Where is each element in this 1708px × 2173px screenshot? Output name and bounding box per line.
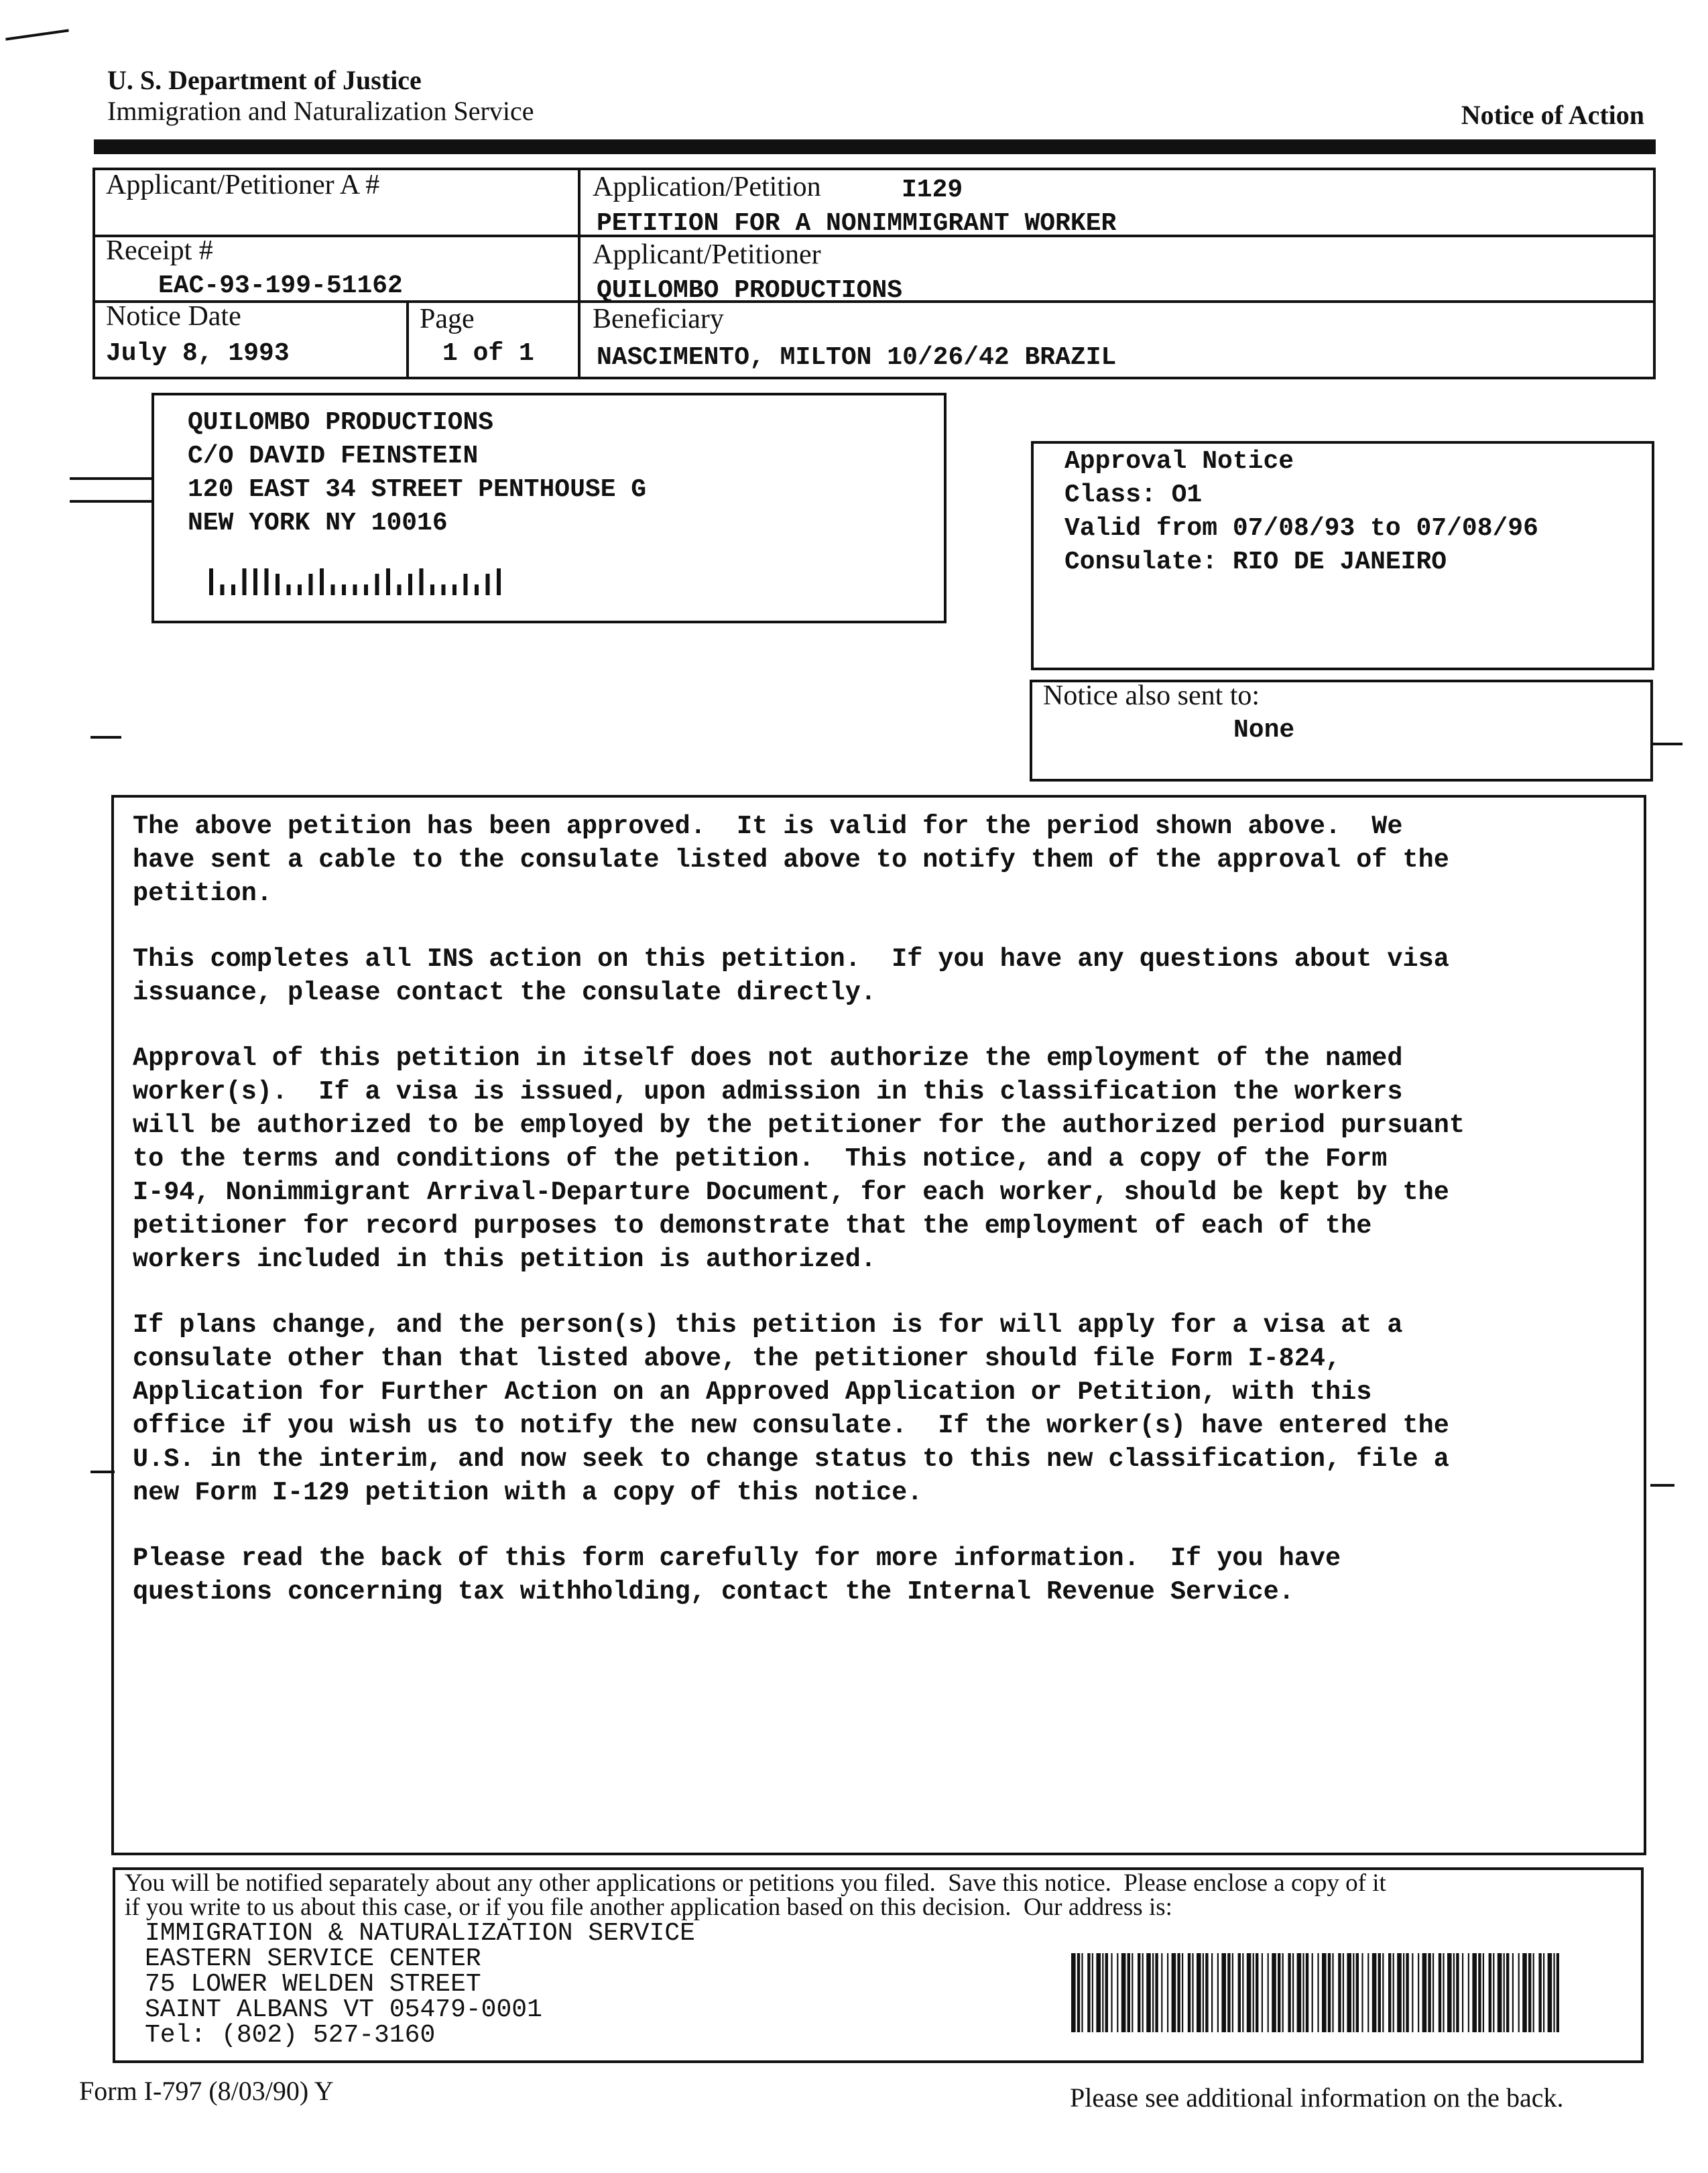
barcode-bar [1117,1953,1118,2032]
barcode-bar [1172,1953,1176,2032]
barcode-bar [1268,1953,1269,2032]
barcode-bar [1372,1953,1377,2032]
barcode-bar [1262,1953,1263,2032]
barcode-bar [1132,1953,1133,2032]
footer-notice-line1: You will be notified separately about any other applications or petitions you filed. Save this notice. Please enclose a copy of it [125,1869,1386,1897]
notice-title: Notice of Action [1461,100,1644,130]
barcode-bar [1412,1953,1413,2032]
paragraph-approval: The above petition has been approved. It is valid for the period shown above. We have sent a cable to the consulate listed above to notify them of the approval of the petition. [133,812,1449,908]
postal-bar [253,568,257,595]
barcode-bar [1343,1953,1344,2032]
service-address-line: EASTERN SERVICE CENTER [145,1944,481,1973]
barcode-bar [1247,1953,1252,2032]
barcode-bar [1203,1953,1204,2032]
barcode-bar [1347,1953,1351,2032]
postal-bar [331,584,335,595]
barcode-bar [1322,1953,1327,2032]
barcode-bar [1443,1953,1444,2032]
mailing-address [188,406,646,540]
barcode-bar [1356,1953,1359,2032]
postal-bar [298,584,302,595]
barcode-bar [1422,1953,1427,2032]
barcode-bar [1498,1953,1502,2032]
postal-barcode [206,567,522,597]
barcode-bar [1182,1953,1183,2032]
postal-bar [430,584,434,595]
barcode-bar [1406,1953,1408,2032]
approval-validity: Valid from 07/08/93 to 07/08/96 [1064,514,1538,543]
barcode-bar [1483,1953,1484,2032]
barcode-bar [1127,1953,1130,2032]
barcode-bar [1557,1953,1559,2032]
barcode-bar [1388,1953,1391,2032]
postal-bar [231,584,235,595]
paragraph-plan-change: If plans change, and the person(s) this petition is for will apply for a visa at a consulate other than that listed above, the petitioner should file Form I-824, Application for Further Action on an Approved Application or Petition, with this office if you wish us to notify the new consulate. If the worker(s) have entered the U.S. in the interim, and now seek to change status to this new classification, file a new Form I-129 petition with a copy of this notice. [133,1310,1449,1507]
barcode-bar [1092,1953,1093,2032]
barcode-bar [1221,1953,1226,2032]
margin-tick [90,736,121,739]
barcode-bar [1522,1953,1527,2032]
barcode-bar [1456,1953,1459,2032]
postal-bar [309,574,313,595]
barcode-bar [1302,1953,1304,2032]
agency-name: U. S. Department of Justice [107,65,422,95]
receipt-number: EAC-93-199-51162 [158,271,403,300]
page-label: Page [420,304,475,334]
a-number-label: Applicant/Petitioner A # [106,170,380,200]
postal-bar [452,584,456,595]
postal-bar [364,584,368,595]
postal-bar [342,584,346,595]
barcode-bar [1152,1953,1154,2032]
barcode-bar [1504,1953,1505,2032]
paragraph-read-back: Please read the back of this form carefully for more information. If you have questions concerning tax withholding, contact the Internal Revenue Service. [133,1544,1341,1607]
postal-bar [398,584,402,595]
barcode-bar [1439,1953,1441,2032]
service-address-line: Tel: (802) 527-3160 [145,2021,436,2050]
postal-bar [375,574,379,595]
applicant-name: QUILOMBO PRODUCTIONS [597,276,903,305]
barcode-bar [1238,1953,1241,2032]
barcode-bar [1192,1953,1193,2032]
postal-bar [221,584,225,595]
barcode-bar [1328,1953,1331,2032]
postal-bar [243,568,247,595]
beneficiary: NASCIMENTO, MILTON 10/26/42 BRAZIL [597,343,1117,372]
postal-bar [442,584,446,595]
barcode-bar [1292,1953,1294,2032]
message-body [133,810,1465,1609]
address-line: NEW YORK NY 10016 [188,509,448,538]
service-address-line: IMMIGRATION & NATURALIZATION SERVICE [145,1919,695,1948]
application-code: I129 [902,176,963,204]
barcode-bar [1478,1953,1481,2032]
barcode-bar [1538,1953,1541,2032]
barcode-bar [1428,1953,1430,2032]
approval-title: Approval Notice [1064,447,1294,476]
barcode-bar [1282,1953,1284,2032]
barcode-bar [1077,1953,1080,2032]
barcode-bar [1548,1953,1552,2032]
barcode-bar [1096,1953,1101,2032]
barcode-bar [1288,1953,1290,2032]
receipt-label: Receipt # [106,235,213,266]
barcode-bar [1197,1953,1201,2032]
barcode-bar [1111,1953,1112,2032]
back-note: Please see additional information on the back. [1070,2083,1564,2113]
barcode-bar [1447,1953,1452,2032]
barcode-bar [1161,1953,1162,2032]
barcode-bar [1543,1953,1544,2032]
paragraph-completion: This completes all INS action on this petition. If you have any questions about visa issuance, please contact the consulate directly. [133,944,1449,1007]
postal-bar [287,584,291,595]
barcode-bar [1432,1953,1434,2032]
barcode-bar [1338,1953,1341,2032]
postal-bar [420,568,424,595]
window-mark [70,477,153,480]
barcode-bar [1553,1953,1554,2032]
barcode-bar [1272,1953,1276,2032]
barcode-bar [1393,1953,1394,2032]
footer-notice-line2: if you write to us about this case, or if you file another application based on this decision. Our address is: [125,1893,1172,1921]
barcode-bar [1217,1953,1219,2032]
barcode-bar [1142,1953,1144,2032]
barcode-bar [1087,1953,1090,2032]
postal-bar [320,568,324,595]
barcode-bar [1253,1953,1254,2032]
postal-bar [464,574,468,595]
barcode-bar [1468,1953,1469,2032]
barcode-bar [1297,1953,1302,2032]
postal-bar [353,584,357,595]
paragraph-authorization: Approval of this petition in itself does not authorize the employment of the named worker(s). If a visa is issued, upon admission in this classification the workers will be authorized to be employed by the petitioner for the authorized period pursuant to the terms and conditions of the petition. This notice, and a copy of the Form I-94, Nonimmigrant Arrival-Departure Document, for each worker, should be kept by the petitioner for record purposes to demonstrate that the employment of each of the workers included in this petition is authorized. [133,1044,1465,1274]
also-sent-value: None [1233,716,1295,745]
barcode-bar [1361,1953,1363,2032]
agency-service: Immigration and Naturalization Service [107,96,534,126]
margin-tick [1650,1484,1674,1487]
barcode-bar [1397,1953,1402,2032]
barcode-bar [1121,1953,1126,2032]
applicant-label: Applicant/Petitioner [593,239,821,270]
also-sent-label: Notice also sent to: [1043,680,1260,711]
postal-bar [486,574,490,595]
barcode-bar [1167,1953,1168,2032]
approval-consulate: Consulate: RIO DE JANEIRO [1064,548,1447,576]
notice-date-label: Notice Date [106,301,241,332]
barcode-bar [1332,1953,1333,2032]
window-mark [70,500,153,503]
approval-notice [1064,445,1538,579]
postal-bar [386,568,390,595]
grid-divider [578,168,581,379]
barcode-bar [1146,1953,1151,2032]
barcode-bar [1418,1953,1419,2032]
barcode-bar [1242,1953,1243,2032]
barcode-bar [1227,1953,1230,2032]
case-barcode [1071,1953,1559,2032]
barcode-bar [1177,1953,1180,2032]
postal-bar [265,568,269,595]
barcode-bar [1188,1953,1191,2032]
form-id: Form I-797 (8/03/90) Y [79,2076,334,2106]
service-address-line: SAINT ALBANS VT 05479-0001 [145,1995,542,2024]
barcode-bar [1462,1953,1463,2032]
barcode-bar [1403,1953,1404,2032]
address-line: C/O DAVID FEINSTEIN [188,442,479,471]
barcode-bar [1205,1953,1208,2032]
barcode-bar [1232,1953,1233,2032]
barcode-bar [1353,1953,1354,2032]
service-address-line: 75 LOWER WELDEN STREET [145,1970,481,1999]
barcode-bar [1102,1953,1103,2032]
address-line: 120 EAST 34 STREET PENTHOUSE G [188,475,647,504]
barcode-bar [1506,1953,1509,2032]
corner-mark [5,29,69,40]
address-line: QUILOMBO PRODUCTIONS [188,408,494,437]
barcode-bar [1306,1953,1308,2032]
barcode-bar [1071,1953,1076,2032]
postal-bar [209,568,213,595]
barcode-bar [1105,1953,1108,2032]
barcode-bar [1533,1953,1534,2032]
barcode-bar [1378,1953,1381,2032]
approval-class: Class: O1 [1064,481,1203,509]
postal-bar [276,574,280,595]
notice-date: July 8, 1993 [106,339,290,368]
barcode-bar [1155,1953,1158,2032]
barcode-bar [1518,1953,1520,2032]
barcode-bar [1138,1953,1140,2032]
postal-bar [408,574,412,595]
barcode-bar [1472,1953,1477,2032]
page-number: 1 of 1 [442,339,534,368]
barcode-bar [1211,1953,1213,2032]
service-address [145,1921,695,2048]
barcode-bar [1278,1953,1280,2032]
barcode-bar [1512,1953,1514,2032]
barcode-bar [1367,1953,1369,2032]
barcode-bar [1382,1953,1384,2032]
application-desc: PETITION FOR A NONIMMIGRANT WORKER [597,209,1117,238]
application-label: Application/Petition [593,172,821,202]
barcode-bar [1081,1953,1083,2032]
barcode-bar [1312,1953,1313,2032]
barcode-bar [1489,1953,1491,2032]
postal-bar [497,568,501,595]
barcode-bar [1493,1953,1494,2032]
barcode-bar [1317,1953,1319,2032]
barcode-bar [1256,1953,1258,2032]
barcode-bar [1528,1953,1531,2032]
barcode-bar [1453,1953,1455,2032]
grid-divider [406,300,409,379]
header-rule [94,139,1656,154]
beneficiary-label: Beneficiary [593,304,724,334]
margin-tick [1652,743,1683,745]
postal-bar [475,584,479,595]
